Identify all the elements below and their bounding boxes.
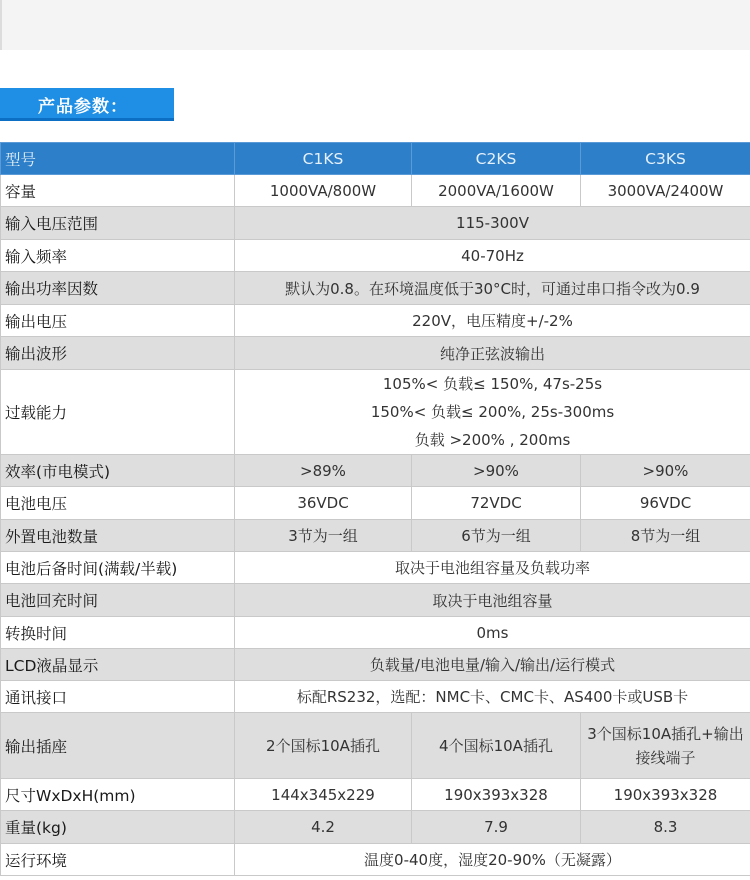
cell: >90% <box>412 455 581 487</box>
row-label: 电池后备时间(满载/半载) <box>1 552 235 584</box>
row-efficiency <box>1 455 750 487</box>
cell: 2000VA/1600W <box>412 175 581 207</box>
row-label: 输出波形 <box>1 337 235 370</box>
row-label: 输出电压 <box>1 305 235 337</box>
cell: 72VDC <box>412 487 581 520</box>
cell: 6节为一组 <box>412 520 581 552</box>
header-c3ks: C3KS <box>581 143 750 175</box>
row-output-voltage <box>1 305 750 337</box>
overload-line: 105%< 负载≤ 150%, 47s-25s <box>382 375 603 393</box>
row-label: 外置电池数量 <box>1 520 235 552</box>
cell: 4.2 <box>235 811 412 844</box>
cell: 190x393x328 <box>581 779 750 811</box>
merged-cell <box>235 370 750 455</box>
header-c1ks: C1KS <box>235 143 412 175</box>
row-label: 运行环境 <box>1 844 235 876</box>
cell: >89% <box>235 455 412 487</box>
row-transfer-time <box>1 617 750 649</box>
row-label: 转换时间 <box>1 617 235 649</box>
merged-cell: 0ms <box>235 617 750 649</box>
row-input-voltage-range <box>1 207 750 240</box>
merged-cell: 220V，电压精度+/-2% <box>235 305 750 337</box>
row-output-power-factor <box>1 272 750 305</box>
row-dimensions <box>1 779 750 811</box>
row-label: 尺寸WxDxH(mm) <box>1 779 235 811</box>
row-battery-voltage <box>1 487 750 520</box>
row-label: 电池电压 <box>1 487 235 520</box>
merged-cell: 115-300V <box>235 207 750 240</box>
merged-cell: 取决于电池组容量及负载功率 <box>235 552 750 584</box>
row-output-waveform <box>1 337 750 370</box>
cell: 190x393x328 <box>412 779 581 811</box>
cell: 3000VA/2400W <box>581 175 750 207</box>
row-label: 电池回充时间 <box>1 584 235 617</box>
row-input-frequency <box>1 240 750 272</box>
merged-cell: 温度0-40度，湿度20-90%（无凝露） <box>235 844 750 876</box>
row-output-socket <box>1 713 750 779</box>
row-communication-interface <box>1 681 750 713</box>
row-battery-backup-time <box>1 552 750 584</box>
cell: 3节为一组 <box>235 520 412 552</box>
section-title-banner <box>0 88 174 121</box>
spec-table <box>0 142 750 876</box>
overload-line: 150%< 负载≤ 200%, 25s-300ms <box>370 403 615 421</box>
cell: 1000VA/800W <box>235 175 412 207</box>
cell: 4个国标10A插孔 <box>412 713 581 779</box>
row-lcd-display <box>1 649 750 681</box>
row-label: 过载能力 <box>1 370 235 455</box>
cell: 8.3 <box>581 811 750 844</box>
section-title: 产品参数： <box>38 97 128 117</box>
cell: 96VDC <box>581 487 750 520</box>
merged-cell: 纯净正弦波输出 <box>235 337 750 370</box>
row-overload-capacity <box>1 370 750 455</box>
merged-cell: 取决于电池组容量 <box>235 584 750 617</box>
cell: 8节为一组 <box>581 520 750 552</box>
header-model-label: 型号 <box>1 143 235 175</box>
cell: 144x345x229 <box>235 779 412 811</box>
row-label: 通讯接口 <box>1 681 235 713</box>
overload-line: 负载 >200% , 200ms <box>414 431 571 449</box>
row-label: 输入电压范围 <box>1 207 235 240</box>
table-header-row <box>1 143 750 175</box>
header-c2ks: C2KS <box>412 143 581 175</box>
row-capacity <box>1 175 750 207</box>
row-label: LCD液晶显示 <box>1 649 235 681</box>
row-label: 重量(kg) <box>1 811 235 844</box>
merged-cell: 标配RS232，选配：NMC卡、CMC卡、AS400卡或USB卡 <box>235 681 750 713</box>
top-strip <box>0 0 750 50</box>
row-label: 效率(市电模式) <box>1 455 235 487</box>
row-external-battery-count <box>1 520 750 552</box>
left-edge-divider <box>0 0 2 50</box>
row-operating-environment <box>1 844 750 876</box>
row-label: 容量 <box>1 175 235 207</box>
cell: 2个国标10A插孔 <box>235 713 412 779</box>
merged-cell: 默认为0.8。在环境温度低于30°C时，可通过串口指令改为0.9 <box>235 272 750 305</box>
row-label: 输入频率 <box>1 240 235 272</box>
row-label: 输出功率因数 <box>1 272 235 305</box>
cell: 7.9 <box>412 811 581 844</box>
merged-cell: 负载量/电池电量/输入/输出/运行模式 <box>235 649 750 681</box>
row-label: 输出插座 <box>1 713 235 779</box>
row-weight <box>1 811 750 844</box>
cell <box>581 713 750 779</box>
cell: >90% <box>581 455 750 487</box>
cell-text: 3个国标10A插孔+输出接线端子 <box>587 724 744 767</box>
merged-cell: 40-70Hz <box>235 240 750 272</box>
cell: 36VDC <box>235 487 412 520</box>
row-battery-recharge-time <box>1 584 750 617</box>
